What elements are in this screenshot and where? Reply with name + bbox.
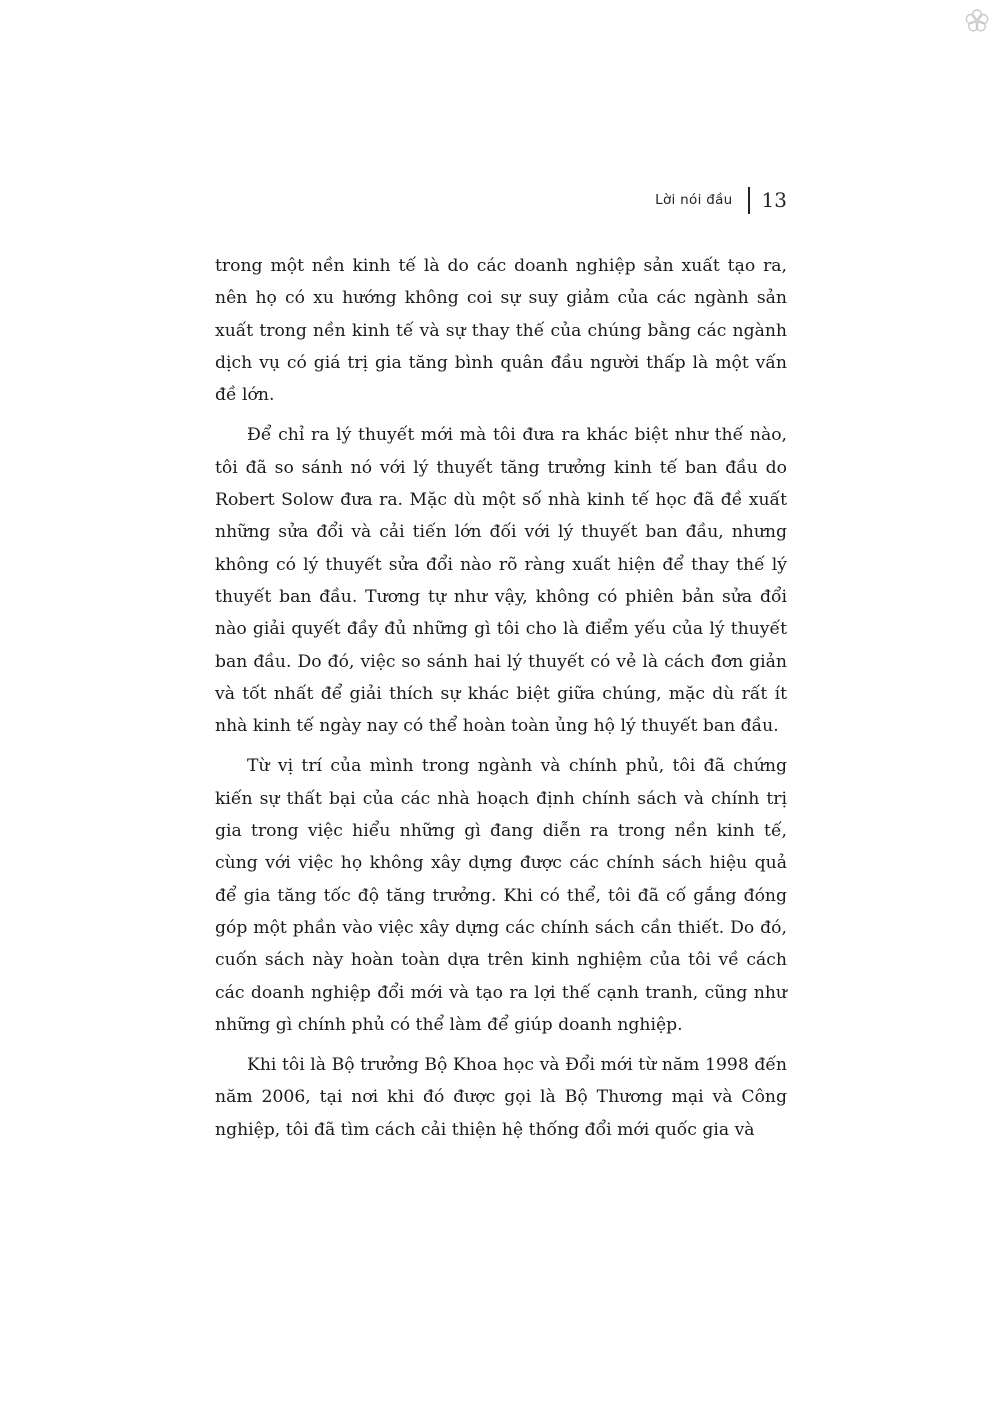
header-divider xyxy=(748,187,750,214)
paragraph: Từ vị trí của mình trong ngành và chính phủ, tôi đã chứng kiến sự thất bại của các nhà hoạch định chính sách và chính trị gia trong việc hiểu những gì đang diễn ra trong nền kinh tế, cùng với việc họ không xây dựng được các chính sách hiệu quả để gia tăng tốc độ tăng trưởng. Khi có thể, tôi đã cố gắng đóng góp một phần vào việc xây dựng các chính sách cần thiết. Do đó, cuốn sách này hoàn toàn dựa trên kinh nghiệm của tôi về cách các doanh nghiệp đổi mới và tạo ra lợi thế cạnh tranh, cũng như những gì chính phủ có thể làm để giúp doanh nghiệp. xyxy=(215,756,787,1035)
running-header xyxy=(655,186,787,214)
section-title: Lời nói đầu xyxy=(655,192,733,208)
body-text xyxy=(215,250,787,1154)
paragraph-continued: trong một nền kinh tế là do các doanh nghiệp sản xuất tạo ra, nên họ có xu hướng không coi sự suy giảm của các ngành sản xuất trong nền kinh tế và sự thay thế của chúng bằng các ngành dịch vụ có giá trị gia tăng bình quân đầu người thấp là một vấn đề lớn. xyxy=(215,256,787,406)
paragraph: Khi tôi là Bộ trưởng Bộ Khoa học và Đổi mới từ năm 1998 đến năm 2006, tại nơi khi đó được gọi là Bộ Thương mại và Công nghiệp, tôi đã tìm cách cải thiện hệ thống đổi mới quốc gia và xyxy=(215,1055,787,1140)
page-number: 13 xyxy=(761,188,787,212)
flower-ornament-icon xyxy=(964,8,990,34)
paragraph: Để chỉ ra lý thuyết mới mà tôi đưa ra khác biệt như thế nào, tôi đã so sánh nó với lý thuyết tăng trưởng kinh tế ban đầu do Robert Solow đưa ra. Mặc dù một số nhà kinh tế học đã đề xuất những sửa đổi và cải tiến lớn đối với lý thuyết ban đầu, nhưng không có lý thuyết sửa đổi nào rõ ràng xuất hiện để thay thế lý thuyết ban đầu. Tương tự như vậy, không có phiên bản sửa đổi nào giải quyết đầy đủ những gì tôi cho là điểm yếu của lý thuyết ban đầu. Do đó, việc so sánh hai lý thuyết có vẻ là cách đơn giản và tốt nhất để giải thích sự khác biệt giữa chúng, mặc dù rất ít nhà kinh tế ngày nay có thể hoàn toàn ủng hộ lý thuyết ban đầu. xyxy=(215,425,787,737)
